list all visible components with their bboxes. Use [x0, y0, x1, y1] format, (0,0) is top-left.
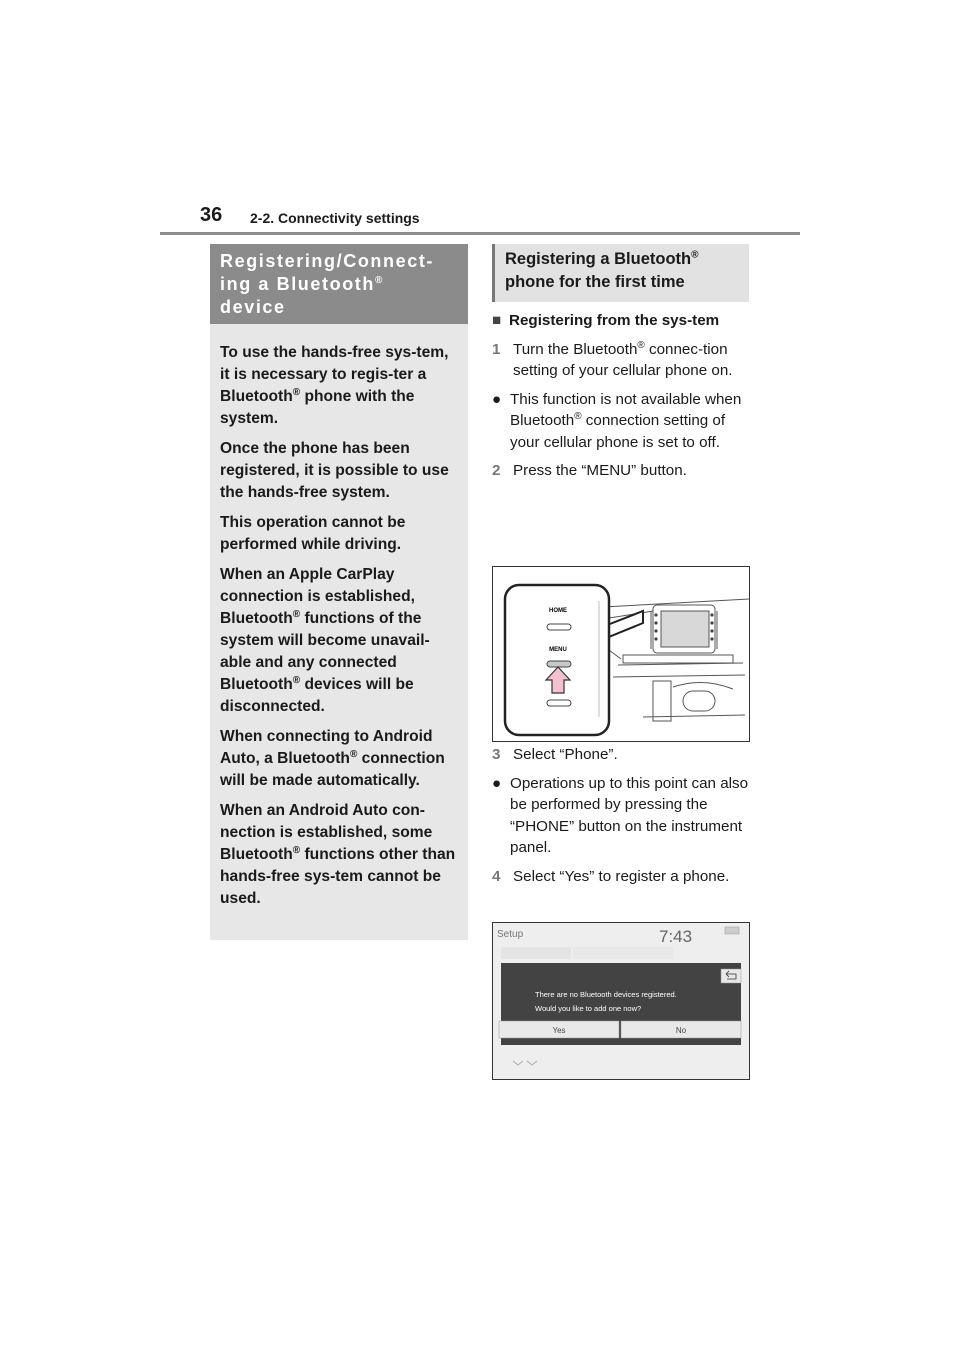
menu-button-illustration [492, 566, 750, 742]
subsection-heading: ■ Registering from the sys-tem [492, 310, 752, 332]
step-3: 3 Select “Phone”. [492, 746, 618, 763]
clock: 7:43 [659, 927, 693, 946]
left-section-heading [210, 244, 468, 324]
left-heading-line2: ing a Bluetooth® [220, 274, 384, 294]
step-4: 4 Select “Yes” to register a phone. [492, 867, 730, 885]
info-paragraph: When an Apple CarPlay connection is established, Bluetooth® functions of the system will become unavail-able and any connected Bluetooth® devices will be disconnected. [220, 566, 430, 715]
note-bullet: ● This function is not available when Bluetooth® connection setting of your cellular phone is set to off. [492, 389, 752, 454]
yes-button-label: Yes [552, 1026, 566, 1035]
right-heading-line2: phone for the first time [505, 273, 685, 291]
right-column-continued [492, 744, 752, 894]
step-1: 1 Turn the Bluetooth® connec-tion setting of your cellular phone on. [492, 339, 733, 379]
right-section-heading [492, 244, 749, 302]
info-paragraph: When an Android Auto con-nection is established, some Bluetooth® functions other than hands-free sys-tem cannot be used. [220, 802, 456, 907]
info-paragraph: Once the phone has been registered, it is possible to use the hands-free system. [220, 440, 449, 501]
info-paragraph: To use the hands-free sys-tem, it is necessary to regis-ter a Bluetooth® phone with the system. [220, 344, 449, 427]
step-2: 2 Press the “MENU” button. [492, 462, 687, 479]
info-paragraph: When connecting to Android Auto, a Bluetooth® connection will be made automatically. [220, 728, 445, 789]
dialog-message-line1: There are no Bluetooth devices registered. [535, 990, 677, 999]
right-column-content [492, 310, 752, 489]
setup-screen-drawing [493, 923, 749, 1079]
setup-title: Setup [497, 929, 524, 940]
home-label: HOME [549, 608, 567, 614]
menu-label: MENU [549, 647, 567, 653]
bullet-icon: ● [492, 774, 502, 792]
left-heading-line1: Registering/Connect- [220, 251, 435, 271]
right-heading-line1: Registering a Bluetooth® [505, 249, 699, 268]
left-heading-line3: device [220, 297, 286, 317]
page-number: 36 [200, 204, 223, 226]
note-bullet: ● Operations up to this point can also be performed by pressing the “PHONE” button on the instrument panel. [492, 773, 752, 859]
setup-screen-illustration [492, 922, 750, 1080]
no-button-label: No [675, 1026, 687, 1035]
left-info-box [210, 324, 468, 940]
section-title: 2-2. Connectivity settings [250, 210, 420, 226]
info-paragraph: This operation cannot be performed while driving. [220, 514, 406, 553]
dashboard-drawing [493, 567, 749, 741]
dialog-message-line2: Would you like to add one now? [535, 1004, 642, 1013]
header-rule [160, 232, 800, 235]
square-bullet-icon: ■ [492, 312, 502, 329]
bullet-icon: ● [492, 390, 502, 408]
